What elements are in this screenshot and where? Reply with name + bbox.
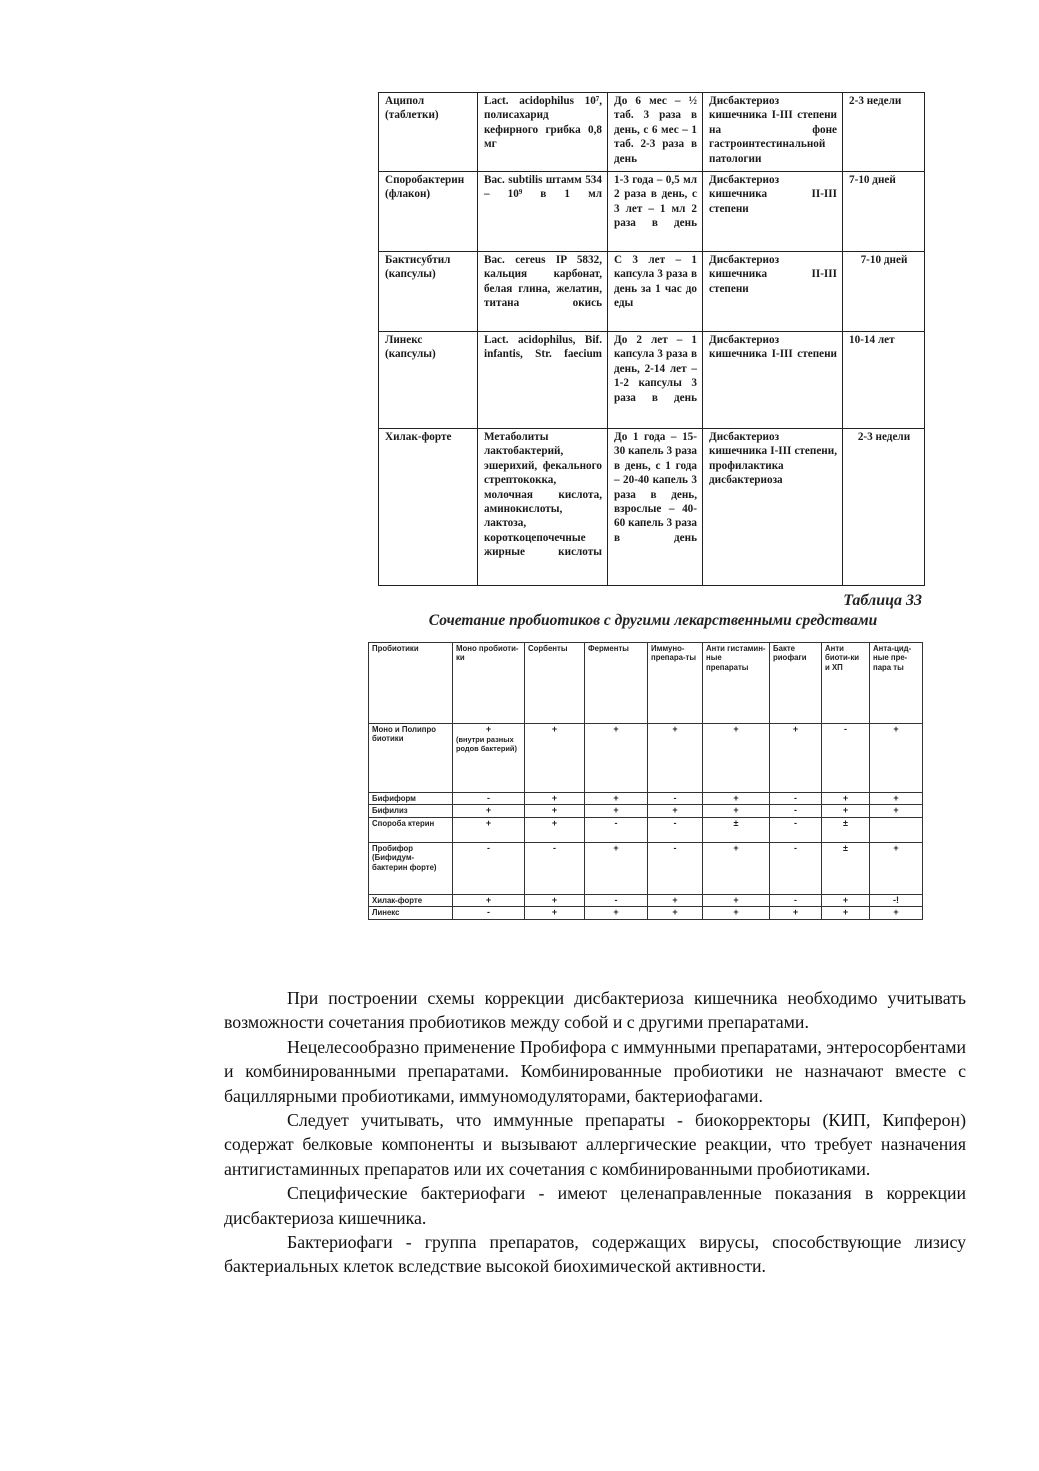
table-cell <box>870 817 923 842</box>
row-label: Пробифор (Бифидум-бактерин форте) <box>369 842 453 894</box>
table-cell: - <box>770 894 822 906</box>
column-header: Ферменты <box>585 643 648 724</box>
drug-duration: 10-14 лет <box>843 332 925 429</box>
table-cell: - <box>525 842 585 894</box>
drug-dosage: До 2 лет – 1 капсула 3 раза в день, 2-14 лет – 1-2 капсулы 3 раза в день <box>608 332 703 429</box>
table-row <box>379 172 925 252</box>
row-label: Хилак-форте <box>369 894 453 906</box>
probiotics-table <box>378 92 925 586</box>
drug-composition: Lact. acidophilus, Bif. infantis, Str. faecium <box>478 332 608 429</box>
table-cell: + <box>870 842 923 894</box>
table-cell: + <box>648 894 703 906</box>
paragraph: Специфические бактериофаги - имеют целенаправленные показания в коррекции дисбактериоза кишечника. <box>224 1183 966 1228</box>
table-row <box>379 332 925 429</box>
table-title: Сочетание пробиотиков с другими лекарственными средствами <box>428 612 878 629</box>
table-cell: - <box>770 805 822 817</box>
table-cell: + <box>585 793 648 805</box>
table-cell: - <box>770 842 822 894</box>
column-header: Анта-цид-ные пре-пара ты <box>870 643 923 724</box>
row-label: Спороба ктерин <box>369 817 453 842</box>
table-number: Таблица 33 <box>843 592 922 609</box>
table-cell: + <box>822 894 870 906</box>
table-row <box>379 93 925 172</box>
paragraph: Следует учитывать, что иммунные препараты - биокорректоры (КИП, Кипферон) содержат белковые компоненты и вызывают аллергические реакции, что требует назначения антигистаминных препаратов или их сочетания с комбинированными пробиотиками. <box>224 1110 966 1179</box>
drug-dosage: С 3 лет – 1 капсула 3 раза в день за 1 час до еды <box>608 252 703 332</box>
column-header: Анти гистамин-ные препараты <box>703 643 770 724</box>
drug-composition: Bac. cereus IP 5832, кальция карбонат, белая глина, желатин, титана окись <box>478 252 608 332</box>
drug-composition: Lact. acidophilus 10⁷, полисахарид кефирного грибка 0,8 мг <box>478 93 608 172</box>
drug-name: Аципол (таблетки) <box>379 93 478 172</box>
table-cell: + <box>703 724 770 793</box>
row-label: Бифиформ <box>369 793 453 805</box>
body-text <box>224 986 966 1279</box>
table-cell: + <box>703 805 770 817</box>
table-cell: + <box>703 793 770 805</box>
table-cell: + <box>770 724 822 793</box>
table-cell: + <box>648 724 703 793</box>
table-cell: - <box>648 842 703 894</box>
table-row <box>369 805 923 817</box>
table-cell: + <box>525 724 585 793</box>
table-cell: - <box>585 817 648 842</box>
table-cell: + <box>870 793 923 805</box>
table-cell <box>453 724 525 793</box>
table-cell: + <box>585 907 648 919</box>
paragraph: Нецелесообразно применение Пробифора с иммунными препаратами, энтеросорбентами и комбинированными препаратами. Комбинированные пробиотики не назначают вместе с бациллярными пробиотиками, иммуномодуляторами, бактериофагами. <box>224 1036 966 1106</box>
drug-name: Линекс (капсулы) <box>379 332 478 429</box>
drug-dosage: До 6 мес – ½ таб. 3 раза в день, с 6 мес – 1 таб. 2-3 раза в день <box>608 93 703 172</box>
table-cell: - <box>585 894 648 906</box>
drug-composition: Метаболиты лактобактерий, эшерихий, фекального стрептококка, молочная кислота, аминокислоты, лактоза, короткоцепочечные жирные кислоты <box>478 429 608 586</box>
table-cell: - <box>822 724 870 793</box>
header-row <box>369 643 923 724</box>
table-cell: + <box>870 724 923 793</box>
column-header: Сорбенты <box>525 643 585 724</box>
table-row <box>369 894 923 906</box>
row-label: Линекс <box>369 907 453 919</box>
table-cell: + <box>453 817 525 842</box>
table-cell: + <box>822 805 870 817</box>
table-cell: + <box>870 805 923 817</box>
table-cell: + <box>822 907 870 919</box>
table-cell: + <box>525 805 585 817</box>
drug-indication: Дисбактериоз кишечника II-III степени <box>703 252 843 332</box>
table-cell: + <box>525 793 585 805</box>
table-cell: + <box>703 907 770 919</box>
drug-indication: Дисбактериоз кишечника II-III степени <box>703 172 843 252</box>
table-cell: + <box>525 817 585 842</box>
table-row <box>379 429 925 586</box>
drug-dosage: До 1 года – 15-30 капель 3 раза в день, с 1 года – 20-40 капель 3 раза в день, взрослые – 40-60 капель 3 раза в день <box>608 429 703 586</box>
table-row <box>379 252 925 332</box>
cell-mark: + <box>485 724 492 734</box>
table-cell: - <box>770 793 822 805</box>
table-cell: + <box>703 842 770 894</box>
drug-duration: 2-3 недели <box>843 93 925 172</box>
table-cell: + <box>453 894 525 906</box>
table-cell: ± <box>822 817 870 842</box>
drug-composition: Bac. subtilis штамм 534 – 10⁹ в 1 мл <box>478 172 608 252</box>
drug-name: Бактисубтил (капсулы) <box>379 252 478 332</box>
column-header: Моно пробиоти-ки <box>453 643 525 724</box>
table-cell: + <box>822 793 870 805</box>
table-cell: - <box>648 817 703 842</box>
table-cell: - <box>770 817 822 842</box>
table-cell: + <box>525 894 585 906</box>
column-header: Иммуно-препара-ты <box>648 643 703 724</box>
table-cell: + <box>453 805 525 817</box>
combination-table <box>368 642 923 920</box>
drug-duration: 7-10 дней <box>843 252 925 332</box>
paragraph: Бактериофаги - группа препаратов, содержащих вирусы, способствующие лизису бактериальных клеток вследствие высокой биохимической активности. <box>224 1232 966 1277</box>
drug-indication: Дисбактериоз кишечника I-III степени, профилактика дисбактериоза <box>703 429 843 586</box>
table-cell: -! <box>870 894 923 906</box>
table-row <box>369 793 923 805</box>
table-cell: + <box>585 805 648 817</box>
table-row <box>369 907 923 919</box>
table-cell: + <box>585 724 648 793</box>
drug-indication: Дисбактериоз кишечника I-III степени <box>703 332 843 429</box>
table-row <box>369 724 923 793</box>
table-cell: + <box>585 842 648 894</box>
table-cell: + <box>525 907 585 919</box>
drug-name: Хилак-форте <box>379 429 478 586</box>
column-header: Пробиотики <box>369 643 453 724</box>
table-cell: + <box>648 907 703 919</box>
drug-indication: Дисбактериоз кишечника I-III степени на фоне гастроинтестинальной патологии <box>703 93 843 172</box>
drug-name: Споробактерин (флакон) <box>379 172 478 252</box>
cell-note: (внутри разных родов бактерий) <box>456 735 517 754</box>
table-cell: ± <box>703 817 770 842</box>
table-row <box>369 842 923 894</box>
row-label: Моно и Полипро биотики <box>369 724 453 793</box>
table-cell: ± <box>822 842 870 894</box>
table-cell: - <box>453 842 525 894</box>
table-cell: - <box>648 793 703 805</box>
paragraph: При построении схемы коррекции дисбактериоза кишечника необходимо учитывать возможности сочетания пробиотиков между собой и с другими препаратами. <box>224 988 966 1033</box>
table-row <box>369 817 923 842</box>
table-cell: + <box>870 907 923 919</box>
column-header: Бакте риофаги <box>770 643 822 724</box>
drug-duration: 2-3 недели <box>843 429 925 586</box>
table-cell: - <box>453 793 525 805</box>
drug-dosage: 1-3 года – 0,5 мл 2 раза в день, с 3 лет – 1 мл 2 раза в день <box>608 172 703 252</box>
row-label: Бифилиз <box>369 805 453 817</box>
table-cell: + <box>770 907 822 919</box>
column-header: Анти биоти-ки и ХП <box>822 643 870 724</box>
drug-duration: 7-10 дней <box>843 172 925 252</box>
table-cell: + <box>648 805 703 817</box>
table-cell: + <box>703 894 770 906</box>
table-cell: - <box>453 907 525 919</box>
